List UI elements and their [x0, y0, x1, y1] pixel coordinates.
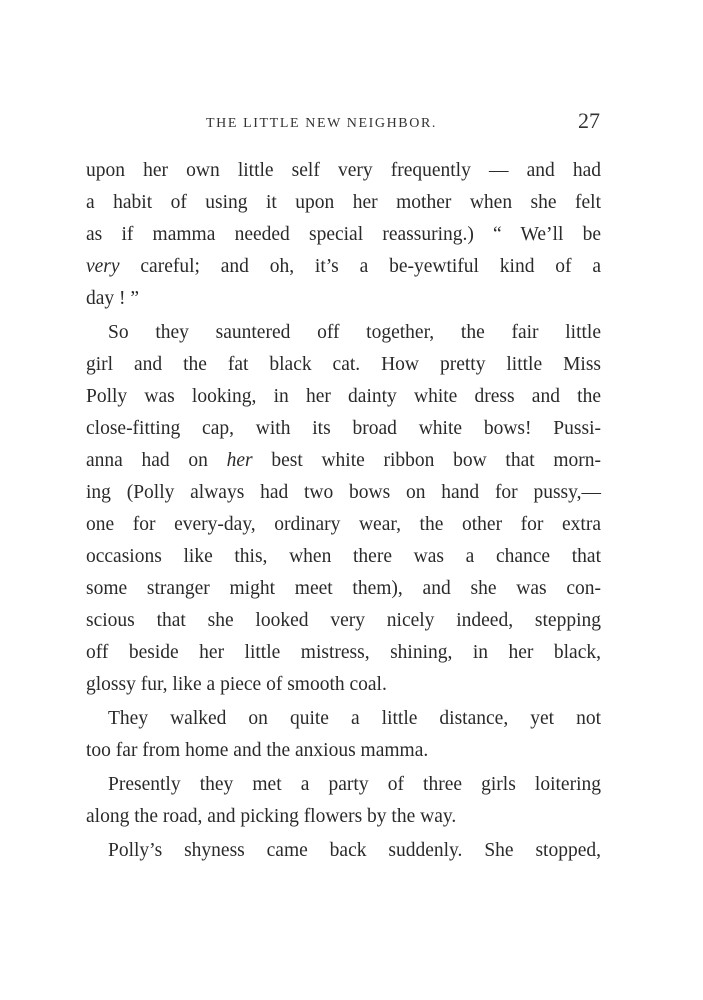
body-text — [86, 155, 601, 867]
text-line: off beside her little mistress, shining, in her black, — [86, 642, 601, 663]
text-line: one for every-day, ordinary wear, the other for extra — [86, 514, 601, 535]
text-line: Polly’s shyness came back suddenly. She stopped, — [108, 840, 601, 861]
italic-word: her — [226, 450, 253, 471]
text-line: too far from home and the anxious mamma. — [86, 740, 429, 761]
text-line: occasions like this, when there was a chance that — [86, 546, 601, 567]
text-run: careful; and oh, it’s a be-yewtiful kind of a — [119, 256, 601, 277]
text-run: anna had on — [86, 450, 227, 471]
text-line: upon her own little self very frequently — and had — [86, 160, 601, 181]
text-line: along the road, and picking flowers by the way. — [86, 806, 457, 827]
text-line: ing (Polly always had two bows on hand for pussy,— — [86, 482, 601, 503]
text-line: Presently they met a party of three girls loitering — [108, 774, 601, 795]
text-line: So they sauntered off together, the fair little — [108, 322, 601, 343]
text-line — [86, 445, 601, 477]
text-run: best white ribbon bow that morn- — [252, 450, 602, 471]
text-line: day ! ” — [86, 288, 140, 309]
text-line: glossy fur, like a piece of smooth coal. — [86, 674, 387, 695]
text-line: Polly was looking, in her dainty white dress and the — [86, 386, 601, 407]
page-number: 27 — [578, 108, 600, 133]
text-line: close-fitting cap, with its broad white bows! Pussi- — [86, 418, 601, 439]
text-line: as if mamma needed special reassuring.) “ We’ll be — [86, 224, 601, 245]
text-line — [86, 251, 601, 283]
text-line: They walked on quite a little distance, yet not — [108, 708, 601, 729]
running-title: THE LITTLE NEW NEIGHBOR. — [206, 116, 437, 131]
text-line: girl and the fat black cat. How pretty little Miss — [86, 354, 601, 375]
text-line: some stranger might meet them), and she was con- — [86, 578, 601, 599]
italic-word: very — [86, 256, 120, 277]
running-head — [86, 108, 600, 138]
text-line: scious that she looked very nicely indeed, stepping — [86, 610, 601, 631]
text-line: a habit of using it upon her mother when she felt — [86, 192, 601, 213]
